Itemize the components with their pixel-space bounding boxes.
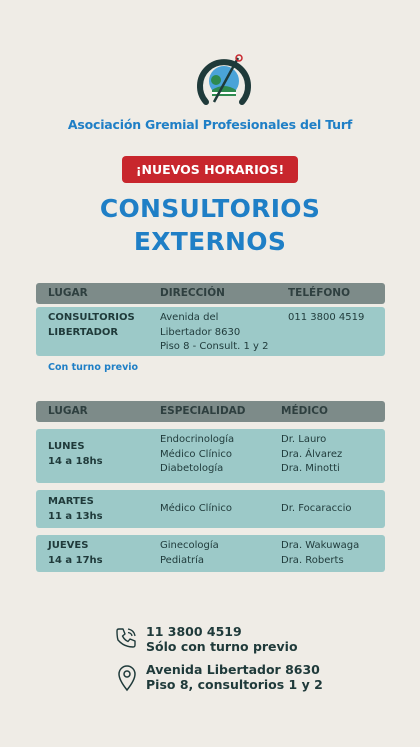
header-especialidad: ESPECIALIDAD [160,405,246,417]
schedule-doctors: Dra. Wakuwaga Dra. Roberts [281,540,360,566]
page-title-line1: CONSULTORIOS [99,194,321,223]
contact-address-line1: Avenida Libertador 8630 [146,662,320,677]
header-telefono: TELÉFONO [288,287,351,299]
association-logo [196,52,252,110]
location-address: Avenida del Libertador 8630 Piso 8 - Consult. 1 y 2 [160,312,269,352]
contact-phone-note: Sólo con turno previo [146,639,298,654]
contact-phone-number: 11 3800 4519 [146,624,242,639]
schedule-table-header [36,401,385,422]
header-direccion: DIRECCIÓN [160,287,225,299]
schedule-specialties: Endocrinología Médico Clínico Diabetología [160,434,235,474]
contact-address [146,662,323,692]
schedule-specialties: Médico Clínico [160,503,232,514]
schedule-day: LUNES 14 a 18hs [48,441,103,467]
schedule-doctors: Dr. Focaraccio [281,503,352,514]
location-name: CONSULTORIOS LIBERTADOR [48,312,135,338]
schedule-row-martes [36,490,385,528]
header-lugar: LUGAR [48,287,88,299]
organization-name: Asociación Gremial Profesionales del Turf [67,117,353,132]
appointment-note: Con turno previo [48,362,139,373]
schedule-specialties: Ginecología Pediatría [160,540,219,566]
contact-phone [146,624,298,654]
schedule-row-jueves [36,535,385,572]
header-medico: MÉDICO [281,405,328,417]
location-row [36,307,385,356]
schedule-day: JUEVES 14 a 17hs [48,540,103,566]
location-pin-icon [116,664,138,692]
header-lugar: LUGAR [48,405,88,417]
contact-address-line2: Piso 8, consultorios 1 y 2 [146,677,323,692]
schedule-doctors: Dr. Lauro Dra. Álvarez Dra. Minotti [281,434,343,474]
new-schedule-badge: ¡NUEVOS HORARIOS! [122,156,298,183]
phone-icon [114,626,138,650]
location-phone: 011 3800 4519 [288,312,365,323]
location-table-header [36,283,385,304]
schedule-day: MARTES 11 a 13hs [48,496,103,522]
schedule-row-lunes [36,429,385,483]
page-title-line2: EXTERNOS [133,227,287,256]
